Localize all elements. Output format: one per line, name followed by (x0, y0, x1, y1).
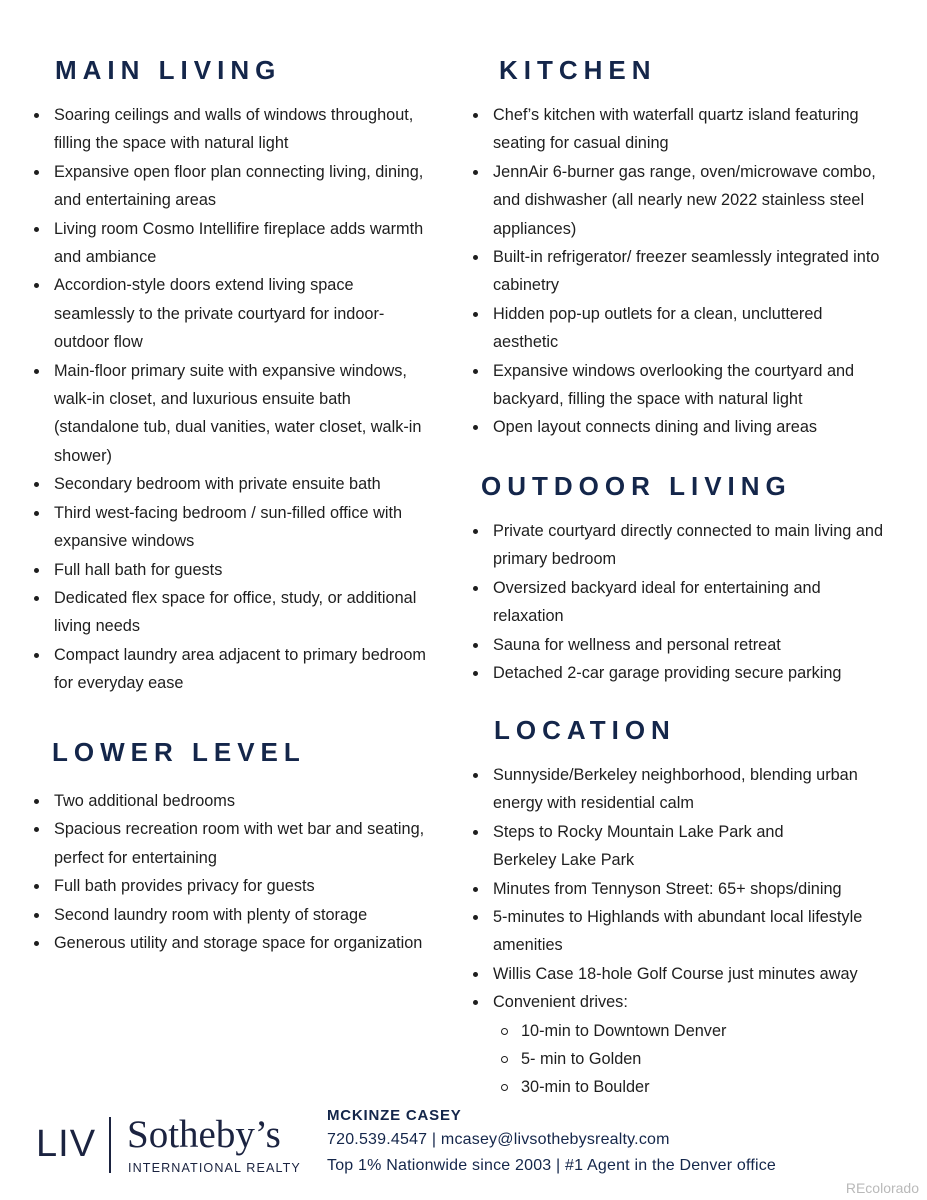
main-living-heading: MAIN LIVING (55, 55, 282, 85)
list-item: Accordion-style doors extend living space seamlessly to the private courtyard for indoor-outdoor flow (32, 271, 442, 356)
list-item: Second laundry room with plenty of storage (32, 901, 447, 929)
list-item (471, 988, 891, 1016)
list-item: Living room Cosmo Intellifire fireplace adds warmth and ambiance (32, 215, 442, 272)
agent-contact: 720.539.4547 | mcasey@livsothebysrealty.com (327, 1131, 670, 1148)
watermark: REcolorado (845, 1180, 919, 1196)
kitchen-list (471, 101, 886, 442)
location-list (471, 761, 891, 1102)
main-living-list (32, 101, 442, 698)
list-item: Sauna for wellness and personal retreat (471, 631, 886, 659)
list-item: Third west-facing bedroom / sun-filled office with expansive windows (32, 499, 442, 556)
sothebys-logo: Sotheby’s (127, 1113, 281, 1156)
list-item: Built-in refrigerator/ freezer seamlessly integrated into cabinetry (471, 243, 886, 300)
list-item: Two additional bedrooms (32, 787, 447, 815)
list-item: Sunnyside/Berkeley neighborhood, blending urban energy with residential calm (471, 761, 891, 818)
location-heading: LOCATION (494, 715, 676, 745)
sub-list-item: 5- min to Golden (471, 1045, 891, 1073)
agent-tagline: Top 1% Nationwide since 2003 | #1 Agent in the Denver office (327, 1157, 777, 1174)
list-item: Compact laundry area adjacent to primary bedroom for everyday ease (32, 641, 442, 698)
list-item-label: Convenient drives: (493, 993, 628, 1012)
list-item: Steps to Rocky Mountain Lake Park and Berkeley Lake Park (471, 818, 891, 875)
list-item: Chef’s kitchen with waterfall quartz island featuring seating for casual dining (471, 101, 886, 158)
list-item: JennAir 6-burner gas range, oven/microwave combo, and dishwasher (all nearly new 2022 stainless steel appliances) (471, 158, 886, 243)
kitchen-heading: KITCHEN (499, 55, 657, 85)
list-item: 5-minutes to Highlands with abundant local lifestyle amenities (471, 903, 891, 960)
outdoor-living-heading: OUTDOOR LIVING (481, 471, 792, 501)
list-item: Full bath provides privacy for guests (32, 872, 447, 900)
list-item: Soaring ceilings and walls of windows throughout, filling the space with natural light (32, 101, 442, 158)
list-item: Secondary bedroom with private ensuite bath (32, 470, 442, 498)
list-item: Expansive open floor plan connecting living, dining, and entertaining areas (32, 158, 442, 215)
sub-list-item: 10-min to Downtown Denver (471, 1017, 891, 1045)
list-item: Minutes from Tennyson Street: 65+ shops/dining (471, 875, 891, 903)
logo-tagline: INTERNATIONAL REALTY (128, 1161, 301, 1175)
agent-name: MCKINZE CASEY (327, 1107, 462, 1124)
list-item: Willis Case 18-hole Golf Course just minutes away (471, 960, 891, 988)
list-item: Hidden pop-up outlets for a clean, uncluttered aesthetic (471, 300, 886, 357)
drives-list (471, 1017, 891, 1102)
list-item: Detached 2-car garage providing secure parking (471, 659, 886, 687)
lower-level-list (32, 787, 447, 957)
logo-divider (109, 1117, 111, 1173)
lower-level-heading: LOWER LEVEL (52, 737, 306, 767)
list-item: Open layout connects dining and living areas (471, 413, 886, 441)
list-item: Oversized backyard ideal for entertaining and relaxation (471, 574, 886, 631)
list-item: Private courtyard directly connected to main living and primary bedroom (471, 517, 886, 574)
list-item: Full hall bath for guests (32, 556, 442, 584)
list-item: Dedicated flex space for office, study, or additional living needs (32, 584, 442, 641)
list-item: Main-floor primary suite with expansive windows, walk-in closet, and luxurious ensuite bath (standalone tub, dual vanities, water closet, walk-in shower) (32, 357, 442, 471)
list-item: Spacious recreation room with wet bar and seating, perfect for entertaining (32, 815, 447, 872)
sub-list-item: 30-min to Boulder (471, 1073, 891, 1101)
list-item: Generous utility and storage space for organization (32, 929, 447, 957)
list-item: Expansive windows overlooking the courtyard and backyard, filling the space with natural light (471, 357, 886, 414)
outdoor-living-list (471, 517, 886, 687)
liv-logo: LIV (36, 1123, 97, 1165)
sub-list-container (471, 1017, 891, 1102)
